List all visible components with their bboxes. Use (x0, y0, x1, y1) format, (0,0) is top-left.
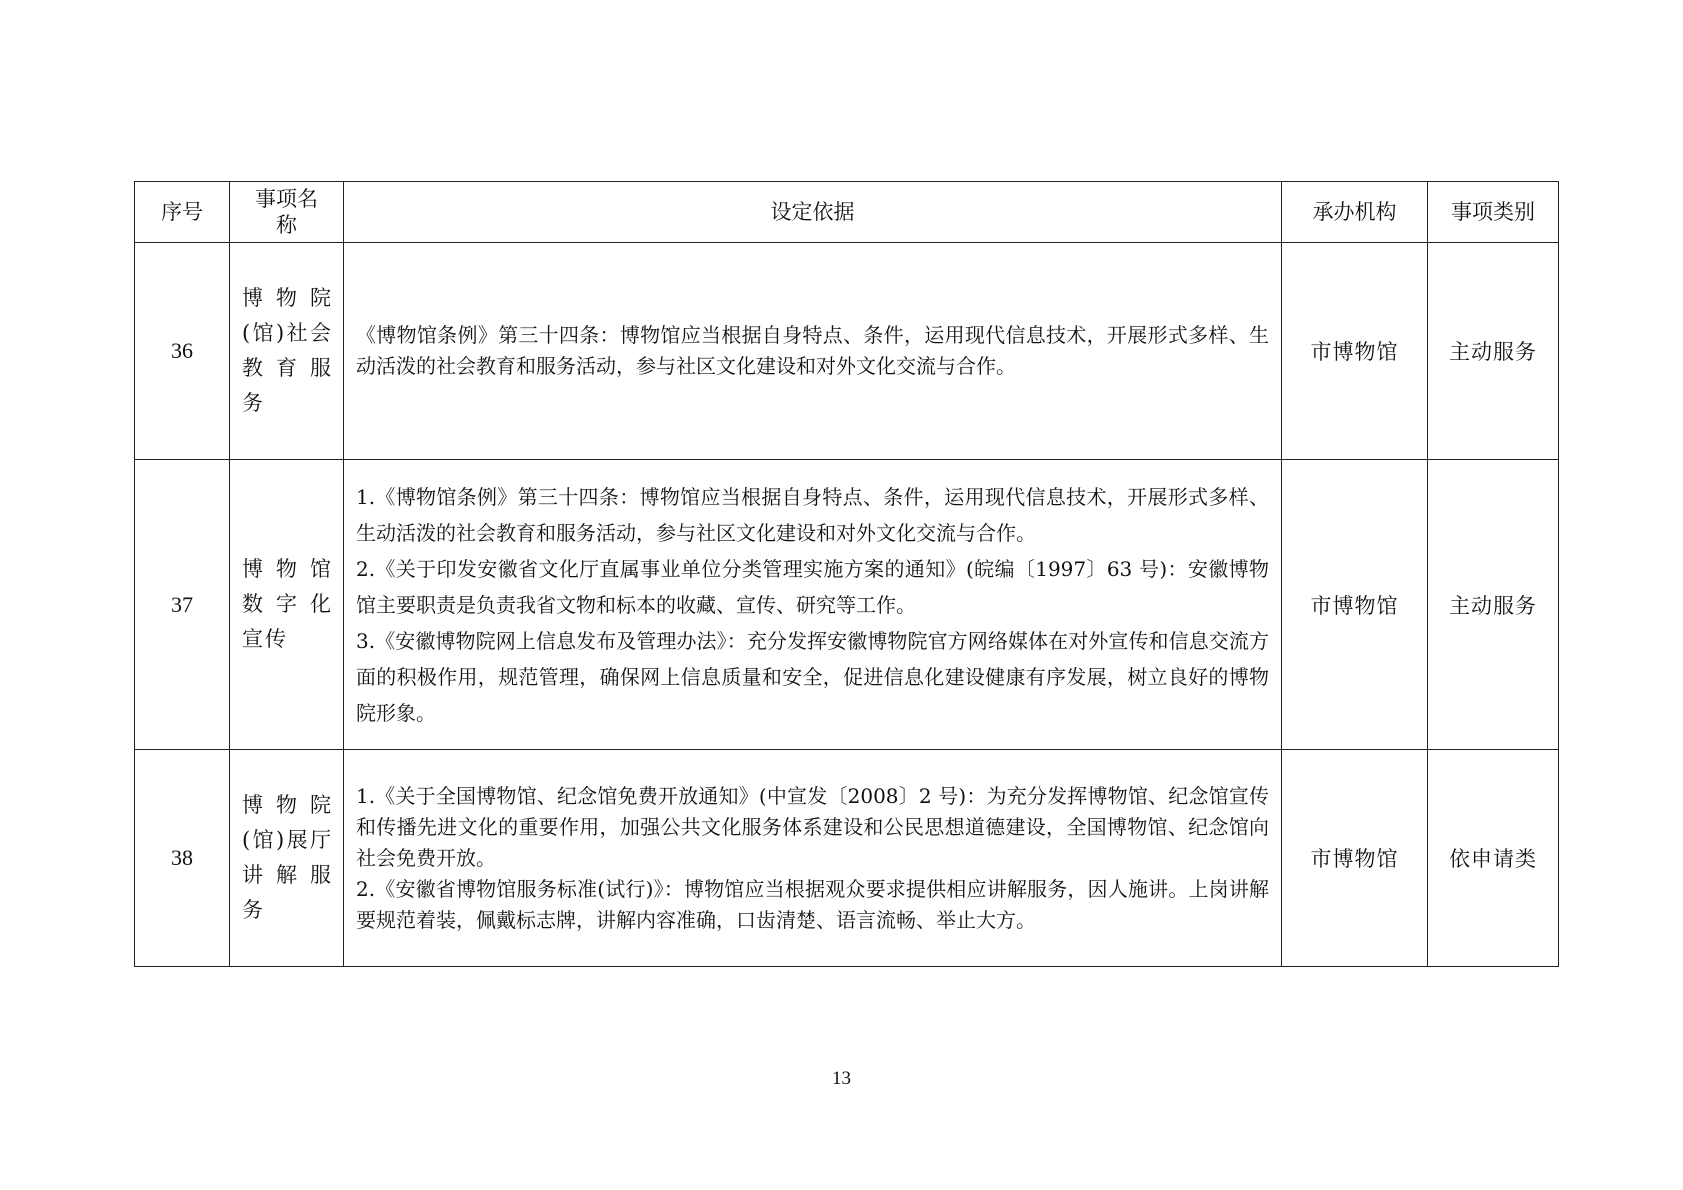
row-name: 博物院(馆)展厅讲解服务 (242, 793, 333, 922)
row-org: 市博物馆 (1282, 750, 1428, 967)
row-basis-cell (344, 243, 1282, 460)
row-name-cell (230, 460, 344, 750)
basis-paragraph: 1.《博物馆条例》第三十四条：博物馆应当根据自身特点、条件，运用现代信息技术，开展形式多样、生动活泼的社会教育和服务活动，参与社区文化建设和对外文化交流与合作。 (356, 484, 1269, 545)
header-category: 事项类别 (1428, 182, 1559, 243)
row-org: 市博物馆 (1282, 243, 1428, 460)
basis-paragraph: 1.《关于全国博物馆、纪念馆免费开放通知》(中宣发〔2008〕2 号)：为充分发挥博物馆、纪念馆宣传和传播先进文化的重要作用，加强公共文化服务体系建设和公民思想道德建设，全国博物馆、纪念馆向社会免费开放。 (356, 783, 1269, 870)
row-name-cell (230, 750, 344, 967)
header-no: 序号 (135, 182, 230, 243)
table-row (135, 750, 1559, 967)
table-header-row (135, 182, 1559, 243)
row-basis-cell (344, 750, 1282, 967)
header-name (230, 182, 344, 243)
basis-paragraph: 3.《安徽博物院网上信息发布及管理办法》：充分发挥安徽博物院官方网络媒体在对外宣传和信息交流方面的积极作用，规范管理，确保网上信息质量和安全，促进信息化建设健康有序发展，树立良好的博物院形象。 (356, 628, 1269, 725)
header-name-label: 事项名称 (255, 187, 318, 237)
row-no: 38 (135, 750, 230, 967)
service-items-table (134, 181, 1559, 967)
row-no: 37 (135, 460, 230, 750)
row-category: 主动服务 (1428, 460, 1559, 750)
basis-paragraph: 《博物馆条例》第三十四条：博物馆应当根据自身特点、条件，运用现代信息技术，开展形式多样、生动活泼的社会教育和服务活动，参与社区文化建设和对外文化交流与合作。 (356, 323, 1269, 378)
table-row (135, 460, 1559, 750)
table-row (135, 243, 1559, 460)
header-basis: 设定依据 (344, 182, 1282, 243)
row-category: 依申请类 (1428, 750, 1559, 967)
row-category: 主动服务 (1428, 243, 1559, 460)
page-number: 13 (832, 1068, 851, 1089)
row-no: 36 (135, 243, 230, 460)
row-name: 博物院(馆)社会教育服务 (242, 286, 333, 415)
basis-paragraph: 2.《安徽省博物馆服务标准(试行)》：博物馆应当根据观众要求提供相应讲解服务，因人施讲。上岗讲解要规范着装，佩戴标志牌，讲解内容准确，口齿清楚、语言流畅、举止大方。 (356, 876, 1269, 932)
row-name-cell (230, 243, 344, 460)
row-org: 市博物馆 (1282, 460, 1428, 750)
row-basis-cell (344, 460, 1282, 750)
row-name: 博物馆数字化宣传 (242, 557, 333, 651)
header-org: 承办机构 (1282, 182, 1428, 243)
basis-paragraph: 2.《关于印发安徽省文化厅直属事业单位分类管理实施方案的通知》(皖编〔1997〕63 号)：安徽博物馆主要职责是负责我省文物和标本的收藏、宣传、研究等工作。 (356, 556, 1269, 617)
